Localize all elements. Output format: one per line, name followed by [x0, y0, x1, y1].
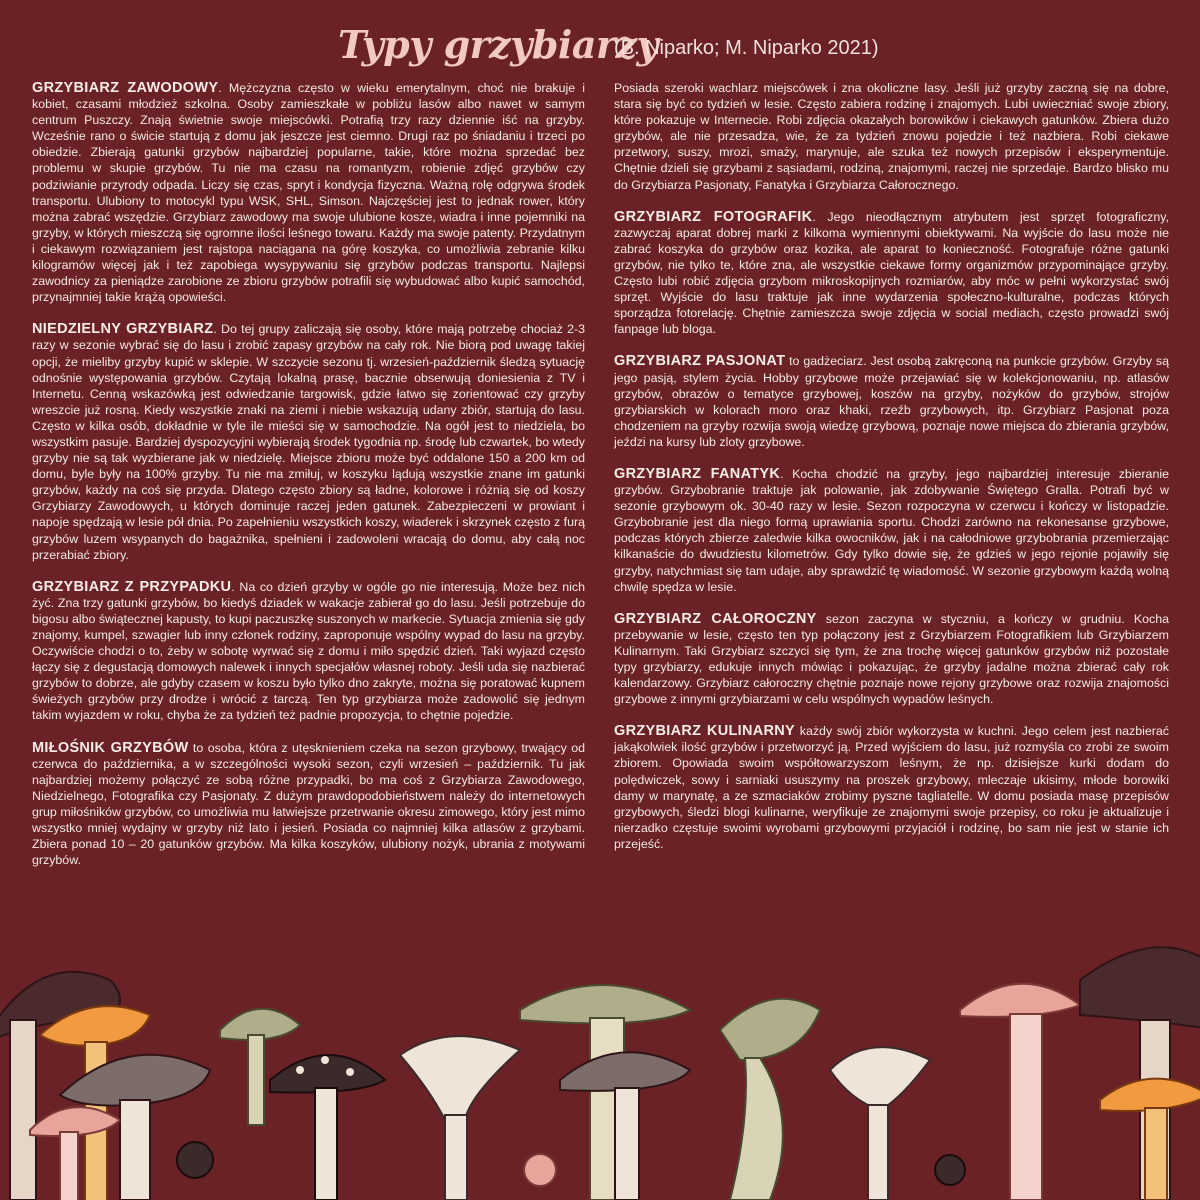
mushroom-funnel-cream — [400, 1036, 520, 1200]
mushroom-grey-center — [560, 1052, 690, 1200]
section-text: to gadżeciarz. Jest osobą zakręconą na punkcie grzybów. Grzyby są jego pasją, stylem życia. Hobby grzybowe może przejawiać się w kolekcjonowaniu, np. atlasów grzybów, obrazów o tematyce grzybowej, koszów na grzyby, nożyków do grzybów, strojów grzybiarskich w kolorach moro oraz khaki, rzeźb grzybowych, itp. Grzybiarz Pasjonat poza chodzeniem na grzyby rozwija swoją wiedzę grzybową, poznaje nowe miejsca do zbierania grzybów, jeździ na kursy lub zloty grzybowe. — [614, 354, 1169, 449]
section-text: . Mężczyzna często w wieku emerytalnym, choć nie brakuje i kobiet, czasami młodzież szkolna. Osoby zamieszkałe w pobliżu lasów albo nawet w samym centrum Puszczy. Znają świetnie swoje miejscówki. Potrafią trzy razy dziennie iść na grzyby. Wcześnie rano o świcie startują z domu jak jeszcze jest ciemno. Drugi raz po śniadaniu i trzeci po obiedzie. Zbierają gatunki grzybów najbardziej popularne, takie, które można sprzedać bez problemu w skupie grzybów. Tu nie ma czasu na romantyzm, robienie zdjęć grzybów czy podziwianie przyrody odpada. Liczy się czas, spryt i kondycja fizyczna. Ważną rolę odgrywa środek transportu. Ulubiony to motocykl typu WSK, SHL, Simson. Najczęściej jest to jednak rower, który można zabrać wszędzie. Grzybiarz zawodowy ma swoje ulubione kosze, wiadra i inne pojemniki na grzyby, w których mieszczą się ogromne ilości leśnego towaru. Każdy ma swoje patenty. Przydatnym i ciekawym rozwiązaniem jest rajstopa naciągana na górę koszyka, co umożliwia zebranie kilku kilogramów więcej jak i też zapobiega wysypywaniu się grzybów podczas transportu. Najlepsi zawodnicy za pieniądze zarobione ze zbioru grzybów potrafili się wybudować albo kupić samochód, przynajmniej takie krążą opowieści. — [32, 81, 586, 305]
section-caloroczny — [614, 611, 1169, 708]
section-niedzielny — [32, 321, 585, 562]
section-heading: GRZYBIARZ ZAWODOWY — [32, 80, 219, 96]
section-text: sezon zaczyna w styczniu, a kończy w grudniu. Kocha przebywanie w lesie, często ten typ połączony jest z Grzybiarzem Fotografikiem lub Grzybiarzem Kulinarnym. Taki Grzybiarz szczyci się tym, że zna trochę więcej gatunków grzybów niż pozostałe typy grzybiarzy, edukuje innych mówiąc i pokazując, że grzyby jadalne można zbierać cały rok kalendarzowy. Grzybiarz całoroczny chętnie poznaje nowe rejony grzybowe oraz rozwija znajomości grzybowe z innymi grzybiarzami w celu wspólnych wypadów leśnych. — [614, 611, 1169, 707]
section-heading: GRZYBIARZ FOTOGRAFIK — [614, 208, 813, 225]
section-text: to osoba, która z utęsknieniem czeka na sezon grzybowy, trwający od czerwca do października, a w szczególności wysoki sezon, czyli wrzesień – październik. Tu jak najbardziej możemy połączyć ze sobą różne przypadki, bo ma coś z Grzybiarza Zawodowego, Niedzielnego, Fotografika czy Pasjonaty. Z dużym prawdopodobieństwem należy do internetowych grup miłośników grzybów, co umożliwia mu łatwiejsze przetrwanie okresu zimowego, który jest mimo wszystko mniej wydajny w grzyby niż lato i jesień. Posiada co najmniej kilka atlasów z grzybami. Zbiera ponad 10 – 20 gatunków grzybów. Ma kilka koszyków, ulubiony nożyk, ubrania z motywami grzybów. — [32, 740, 585, 868]
section-text: Posiada szeroki wachlarz miejscówek i zna okoliczne lasy. Jeśli już grzyby zaczną się na dobre, stara się być co tydzień w lesie. Często zabiera rodzinę i znajomych. Lubi uwieczniać swoje zbiory, które pokazuje w Internecie. Robi zdjęcia okazałych borowików i ciekawych gatunków. Zbiera dużo grzybów, ale nie przesadza, wie, że za tydzień znowu pojedzie i też nazbiera. Robi ciekawe przetwory, suszy, mrozi, smaży, marynuje, ale szuka też nowych przepisów i eksperymentuje. Chętnie dzieli się grzybami z sąsiadami, rodziną, znajomymi, raczej nie sprzedaje. Bardzo blisko mu do Grzybiarza Pasjonaty, Fanatyka i Grzybiarza Całorocznego. — [614, 81, 1169, 192]
section-fotografik — [614, 209, 1169, 338]
right-column — [614, 80, 1169, 868]
mushroom-speckled — [270, 1055, 385, 1200]
section-heading: GRZYBIARZ FANATYK — [614, 465, 781, 482]
page-citation: (B. Niparko; M. Niparko 2021) — [614, 37, 879, 59]
section-zawodowy — [32, 80, 585, 305]
mushroom-pink-right — [960, 984, 1080, 1200]
section-pasjonat — [614, 353, 1169, 450]
mushroom-border-illustration — [0, 920, 1200, 1200]
section-heading: GRZYBIARZ CAŁOROCZNY — [614, 610, 817, 627]
section-fanatyk — [614, 466, 1169, 595]
section-heading: MIŁOŚNIK GRZYBÓW — [32, 739, 189, 756]
mushroom-small-caps — [177, 1142, 965, 1186]
section-text: . Jego nieodłącznym atrybutem jest sprzęt fotograficzny, zazwyczaj aparat dobrej marki z kilkoma wymiennymi obiektywami. Na wyjście do lasu może nie zabrać koszyka do grzybów oraz kozika, ale aparat to konieczność. Fotografuje różne gatunki grzybów, nie tylko te, które zna, ale wszystkie ciekawe formy organizmów przypominające grzyby. Często lubi robić zdjęcia grzybom mikroskopijnych rozmiarów, aby móc w pełni wykorzystać swój sprzęt. Wyjście do lasu traktuje jak inne wydarzenia społeczno-kulturalne, podczas których sporządza fotorelację. Chętnie zamieszcza swoje zdjęcia w social mediach, często prowadzi swój fanpage lub bloga. — [614, 209, 1169, 337]
section-kulinarny — [614, 723, 1169, 852]
section-heading: NIEDZIELNY GRZYBIARZ — [32, 321, 214, 338]
section-z-przypadku — [32, 579, 585, 724]
section-heading: GRZYBIARZ KULINARNY — [614, 723, 796, 740]
section-text: . Kocha chodzić na grzyby, jego najbardziej interesuje zbieranie grzybów. Grzybobranie traktuje jak polowanie, jak zdobywanie Świętego Gralla. Potrafi być w sezonie grzybowym ok. 30-40 razy w lesie. Sezon rozpoczyna w czerwcu i kończy w listopadzie. Grzybobranie jest dla niego formą uprawiania sportu. Chodzi zarówno na rekonesanse grzybowe, podczas których zbierze zaledwie kilka owocników, jak i na całodniowe grzybobrania przemierzając kilkanaście do dwudziestu kilometrów. Gdy tylko dowie się, że gdzieś w jego rejonie pojawiły się grzyby, natychmiast się tam udaje, aby sprawdzić tę wiadomość. W sezonie grzybowym każdą wolną chwilę spędza w lesie. — [614, 466, 1169, 594]
mushroom-orange-right — [1100, 1079, 1200, 1200]
mushroom-olive-bell — [720, 999, 820, 1200]
section-text: . Do tej grupy zaliczają się osoby, które mają potrzebę chociaż 2-3 razy w sezonie wybrać się do lasu i zrobić zapasy grzybów na cały rok. Nie biorą pod uwagę takiej opcji, że mieliby grzyby kupić w sklepie. W szczycie sezonu tj. wrzesień-październik śledzą sytuację odnośnie występowania grzybów. Czytają lokalną prasę, bacznie obserwują doniesienia z TV i Internetu. Cenną wskazówką jest odwiedzanie targowisk, gdzie łatwo się zorientować czy grzyby wreszcie już rosną. Kiedy wszystkie znaki na ziemi i niebie wskazują udany zbiór, startują do lasu. Często w kilka osób, dokładnie w tyle ile mieści się w samochodzie. Na ogół jest to niedziela, bo wszystkim pasuje. Bardziej dyspozycyjni wybierają środek tygodnia np. środę lub czwartek, bo wtedy grzyby nie są tak wyzbierane jak w niedzielę. Miejsce zbioru może być oddalone 150 a 200 km od domu, byle były na 100% grzyby. Tu nie ma zmiłuj, w koszyku lądują wszystkie znane im gatunki grzybów, każdy na coś się przyda. Dlatego często zbiory są ładne, kolorowe i różnią się od koszy Grzybiarzy Zawodowych, u których dominuje raczej jeden gatunek. Zabezpieczeni w prowiant i napoje spędzają w lesie pół dnia. Po zapełnieniu wszystkich koszy, wiaderek i skrzynek często z furą grzybów luzem wsypanych do bagażnika, spełnieni i zadowoleni wracają do domu, aby całą noc przerabiać zbiory. — [32, 322, 585, 562]
section-heading: GRZYBIARZ PASJONAT — [614, 353, 786, 370]
page-title: Typy grzybiarzy — [338, 22, 659, 67]
section-text: . Na co dzień grzyby w ogóle go nie interesują. Może bez nich żyć. Zna trzy gatunki grzybów, bo kiedyś dziadek w wakacje zabierał go do lasu. Jeśli potrzebuje do bigosu albo świątecznej kapusty, to kupi paczuszkę suszonych w markecie. Sytuacja zmienia się gdy znajomy, kumpel, szwagier lub inny członek rodziny, zaproponuje wspólny wypad do lasu na grzyby. Oczywiście chodzi o to, żeby w sobotę wyrwać się z domu i miło spędzić dzień. Taki wyjazd często łączy się z degustacją domowych nalewek i innych specjałów własnej roboty. Jeśli uda się nazbierać grzybów to dobrze, ale gdyby czasem w koszu było tylko dno zakryte, można się poratować kupnem świeżych grzybów przy drodze i wrócić z tarczą. Ten typ grzybiarza może zadowolić się jednym takim wyjazdem w roku, chyba że za tydzień też padnie propozycja, to chętnie pojedzie. — [32, 579, 585, 723]
left-column — [32, 80, 585, 884]
section-milosnik — [32, 740, 585, 869]
page-header — [0, 22, 1200, 72]
section-milosnik-continued — [614, 80, 1169, 193]
section-heading: GRZYBIARZ Z PRZYPADKU — [32, 578, 232, 595]
section-text: każdy swój zbiór wykorzysta w kuchni. Jego celem jest nazbierać jakąkolwiek ilość grzybów i przetworzyć ją. Przed wyjściem do lasu, już rozmyśla co zrobi ze swoim zbiorem. Opowiada swoim współtowarzyszom leśnym, że np. dzisiejsze kurki dodam do polędwiczek, sowy i sarniaki ususzymy na proszek grzybowy, mleczaje ukisimy, młode borowiki damy w marynatę, a ze szmaciaków zrobimy pyszne tagliatelle. W domu posiada masę przepisów grzybowych, śledzi blogi kulinarne, weryfikuje ze znajomymi swoje przepisy, co roku je aktualizuje i nierzadko częstuje swoimi wyrobami grzybowymi przyjaciół i rodzinę, bo sam nie jest w stanie ich przejeść. — [614, 724, 1169, 851]
mushroom-dark-right — [1080, 947, 1200, 1200]
mushroom-funnel-right — [830, 1047, 930, 1200]
